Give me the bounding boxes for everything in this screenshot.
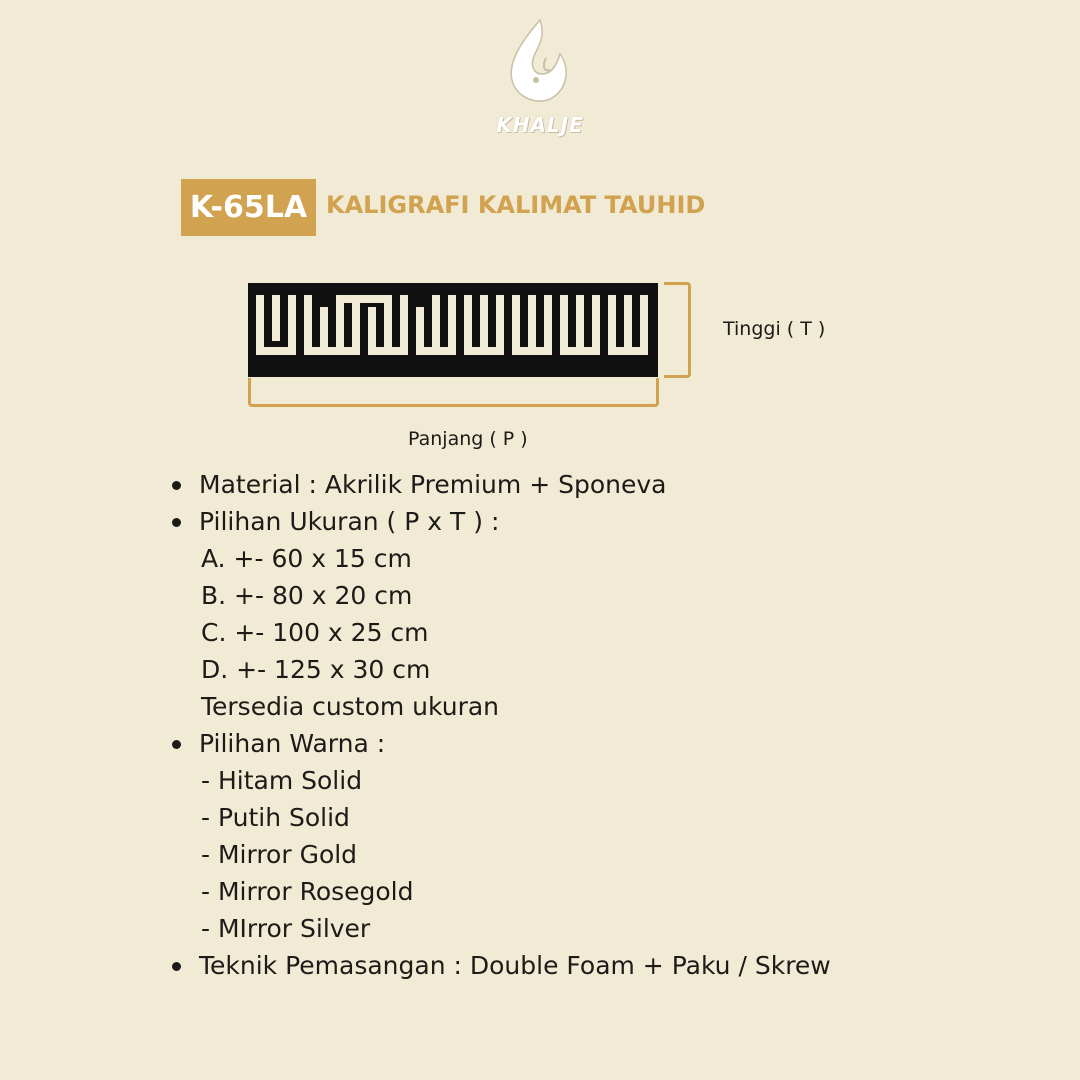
spec-colors-heading: Pilihan Warna :	[199, 729, 386, 758]
brand-name: KHALJE	[496, 113, 584, 137]
bullet-icon	[172, 481, 181, 490]
color-option-text: - Hitam Solid	[201, 766, 363, 795]
color-option-text: - Putih Solid	[201, 803, 350, 832]
size-custom-text: Tersedia custom ukuran	[201, 692, 500, 721]
spec-material-text: Material : Akrilik Premium + Sponeva	[199, 470, 667, 499]
flame-icon	[490, 18, 590, 113]
color-option-text: - MIrror Silver	[201, 914, 371, 943]
length-bracket	[248, 378, 659, 407]
height-label: Tinggi ( T )	[723, 318, 826, 340]
size-option-text: A. +- 60 x 15 cm	[201, 544, 412, 573]
color-option-text: - Mirror Gold	[201, 840, 358, 869]
brand-logo	[490, 18, 590, 143]
size-option-text: D. +- 125 x 30 cm	[201, 655, 431, 684]
height-bracket	[664, 282, 691, 378]
color-option-text: - Mirror Rosegold	[201, 877, 414, 906]
calligraphy-image	[248, 283, 658, 377]
bullet-icon	[172, 518, 181, 527]
size-option-text: B. +- 80 x 20 cm	[201, 581, 413, 610]
bullet-icon	[172, 740, 181, 749]
product-code-badge: K-65LA	[181, 179, 316, 236]
length-label: Panjang ( P )	[408, 428, 528, 450]
spec-sizes-heading: Pilihan Ukuran ( P x T ) :	[199, 507, 500, 536]
product-title: KALIGRAFI KALIMAT TAUHID	[326, 191, 706, 219]
size-option-text: C. +- 100 x 25 cm	[201, 618, 429, 647]
bullet-icon	[172, 962, 181, 971]
spec-installation-text: Teknik Pemasangan : Double Foam + Paku / Skrew	[199, 951, 831, 980]
